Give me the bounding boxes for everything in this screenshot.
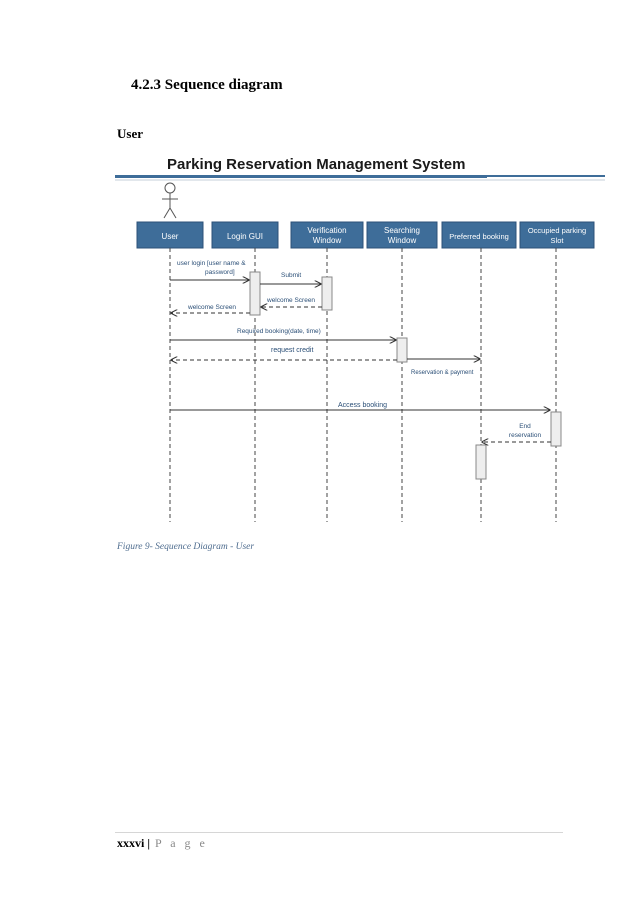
message-welcome-screen-verification [261, 297, 322, 307]
svg-text:Slot: Slot [550, 236, 564, 245]
footer-separator: | [147, 836, 150, 850]
activation-preferred-booking [476, 445, 486, 479]
activation-occupied-slot [551, 412, 561, 446]
lifeline-header-searching-window [367, 222, 437, 248]
message-request-credit [171, 347, 397, 360]
page-word: P a g e [155, 836, 208, 850]
svg-text:Searching: Searching [383, 226, 421, 235]
svg-text:Reservation & payment: Reservation & payment [411, 370, 474, 376]
lifeline-header-user [137, 222, 203, 248]
user-actor-icon [162, 183, 178, 218]
diagram-title: Parking Reservation Management System [167, 156, 466, 173]
section-heading: 4.2.3 Sequence diagram [131, 77, 283, 93]
svg-text:Access booking: Access booking [338, 402, 388, 409]
activation-login-gui [250, 272, 260, 315]
page-footer [117, 836, 208, 851]
title-bar [115, 175, 487, 178]
svg-text:reservation: reservation [508, 432, 542, 439]
svg-text:user login [user name &: user login [user name & [177, 260, 246, 267]
lifeline-header-verification-window [291, 222, 363, 248]
svg-text:welcome Screen: welcome Screen [267, 297, 316, 304]
lifeline-header-preferred-booking [442, 222, 516, 248]
svg-text:Occupied parking: Occupied parking [527, 226, 587, 235]
svg-text:Preferred booking: Preferred booking [449, 232, 509, 241]
svg-text:User: User [161, 232, 179, 241]
message-welcome-screen-login [171, 304, 250, 313]
lifeline-header-login-gui [212, 222, 278, 248]
activation-verification-window [322, 277, 332, 310]
subsection-heading: User [117, 126, 143, 141]
svg-text:Verification: Verification [307, 226, 347, 235]
message-submit [260, 272, 321, 284]
lifeline-header-occupied-parking-slot [520, 222, 594, 248]
svg-text:request credit: request credit [271, 347, 314, 354]
footer-divider [115, 832, 563, 833]
svg-text:End: End [519, 423, 531, 430]
message-required-booking [170, 328, 396, 340]
svg-text:Submit: Submit [281, 272, 302, 279]
message-end-reservation [482, 423, 551, 442]
svg-text:Login GUI: Login GUI [226, 232, 264, 241]
page-number: xxxvi [117, 836, 145, 850]
svg-text:Window: Window [387, 236, 417, 245]
svg-text:password]: password] [205, 269, 235, 276]
lifelines [170, 248, 556, 522]
svg-text:Required booking(date, time): Required booking(date, time) [237, 328, 321, 335]
message-user-login [170, 260, 249, 280]
svg-text:welcome Screen: welcome Screen [188, 304, 237, 311]
sequence-diagram [115, 150, 605, 522]
svg-text:Window: Window [312, 236, 342, 245]
figure-caption: Figure 9- Sequence Diagram - User [117, 542, 255, 552]
message-reservation-payment [407, 359, 480, 376]
title-bar-extension [487, 175, 605, 177]
activation-searching-window [397, 338, 407, 362]
message-access-booking [170, 402, 550, 410]
